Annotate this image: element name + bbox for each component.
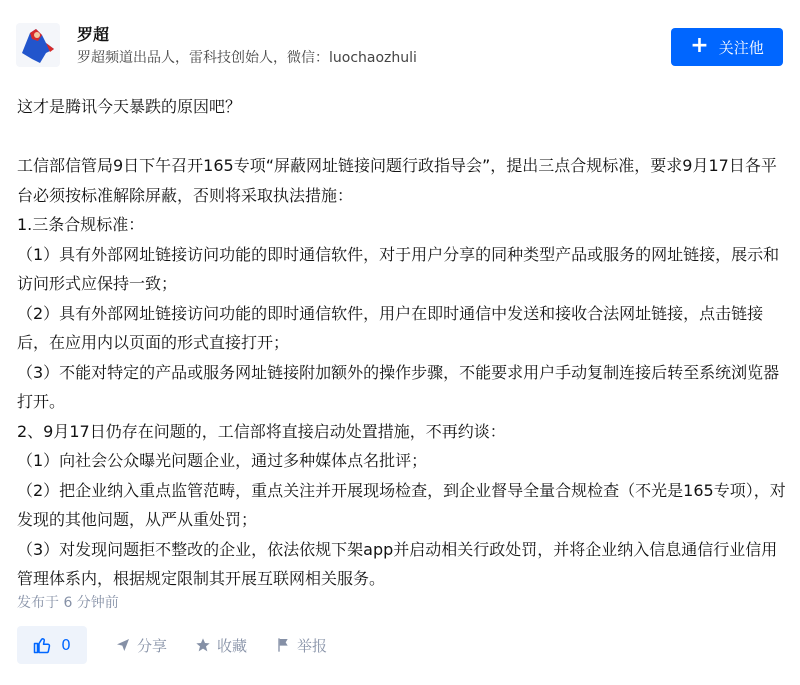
action-bar <box>17 626 327 664</box>
paragraph-7: 2、9月17日仍存在问题的，工信部将直接启动处置措施，不再约谈： <box>17 421 506 441</box>
follow-button[interactable] <box>671 28 783 66</box>
share-button[interactable] <box>115 635 167 656</box>
post-content <box>17 92 787 594</box>
like-button[interactable] <box>17 626 87 664</box>
paragraph-spacer <box>17 122 787 152</box>
like-count: 0 <box>61 636 71 654</box>
collect-label: 收藏 <box>217 636 248 655</box>
avatar[interactable] <box>16 23 60 67</box>
post-header <box>0 0 800 80</box>
share-icon <box>115 637 131 653</box>
publish-time: 发布于 6 分钟前 <box>17 595 119 611</box>
author-bio: 罗超频道出品人，雷科技创始人，微信：luochaozhuli <box>77 50 417 66</box>
paragraph-5: （2）具有外部网址链接访问功能的即时通信软件，用户在即时通信中发送和接收合法网址链接，点击链接后，在应用内以页面的形式直接打开； <box>17 303 764 352</box>
follow-button-label: 关注他 <box>718 38 764 57</box>
paragraph-9: （2）把企业纳入重点监管范畴，重点关注并开展现场检查，到企业督导全量合规检查（不光是165专项），对发现的其他问题，从严从重处罚； <box>17 480 786 529</box>
star-icon <box>195 637 211 653</box>
paragraph-8: （1）向社会公众曝光问题企业，通过多种媒体点名批评； <box>17 451 428 470</box>
paragraph-3: 1.三条合规标准： <box>17 215 145 234</box>
paragraph-6: （3）不能对特定的产品或服务网址链接附加额外的操作步骤，不能要求用户手动复制连接后转至系统浏览器打开。 <box>17 362 780 411</box>
flag-icon <box>275 637 291 653</box>
paragraph-4: （1）具有外部网址链接访问功能的即时通信软件，对于用户分享的同种类型产品或服务的网址链接，展示和访问形式应保持一致； <box>17 244 780 293</box>
share-label: 分享 <box>137 636 168 655</box>
report-label: 举报 <box>297 636 328 655</box>
report-button[interactable] <box>275 635 327 656</box>
collect-button[interactable] <box>195 635 247 656</box>
paragraph-0: 这才是腾讯今天暴跌的原因吧？ <box>17 97 242 116</box>
plus-icon: + <box>690 33 709 58</box>
thumbs-up-icon <box>33 636 51 654</box>
author-name[interactable]: 罗超 <box>77 25 110 44</box>
paragraph-10: （3）对发现问题拒不整改的企业，依法依规下架app并启动相关行政处罚，并将企业纳入信息通信行业信用管理体系内，根据规定限制其开展互联网相关服务。 <box>17 539 778 588</box>
paragraph-2: 工信部信管局9日下午召开165专项“屏蔽网址链接问题行政指导会”，提出三点合规标准，要求9月17日各平台必须按标准解除屏蔽，否则将采取执法措施： <box>17 156 777 205</box>
